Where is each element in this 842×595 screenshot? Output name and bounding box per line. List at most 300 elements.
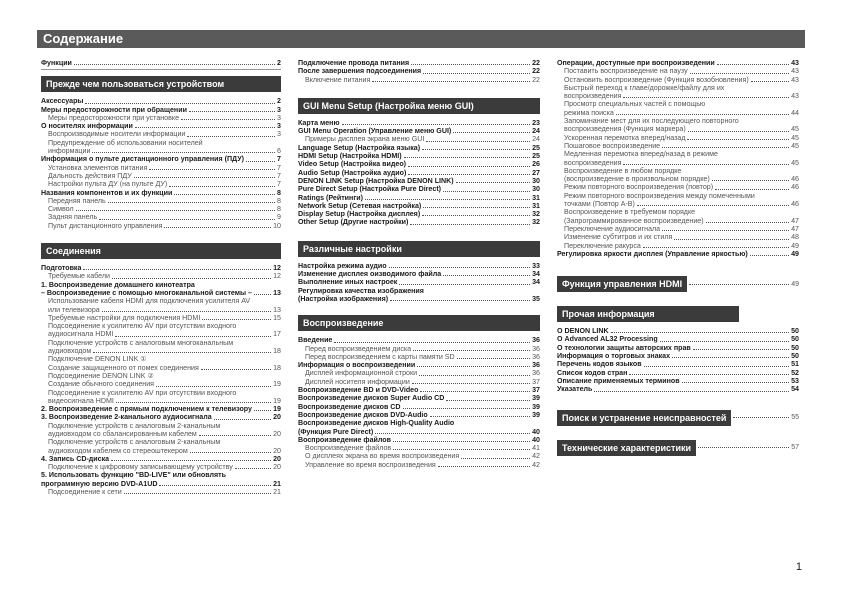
toc-page-ref: 49 xyxy=(791,241,799,250)
toc-entry[interactable] xyxy=(298,270,540,278)
toc-entry[interactable] xyxy=(557,100,799,108)
toc-page-ref: 45 xyxy=(791,158,799,167)
page-number: 1 xyxy=(795,561,802,573)
toc-entry-title: Просмотр специальных частей с помощью xyxy=(564,100,706,109)
toc-entry[interactable] xyxy=(41,213,281,221)
toc-entry-title: Пульт дистанционного управления xyxy=(48,221,163,230)
dot-leader xyxy=(201,369,271,370)
toc-entry[interactable] xyxy=(298,461,540,469)
toc-entry[interactable] xyxy=(298,127,540,135)
toc-entry[interactable] xyxy=(41,147,281,155)
toc-entry-title: Pure Direct Setup (Настройка Pure Direct) xyxy=(298,185,442,194)
toc-entry[interactable] xyxy=(557,208,799,216)
dot-leader xyxy=(189,111,275,112)
dot-leader xyxy=(190,452,271,453)
toc-entry-title: Воспроизведение файлов xyxy=(305,444,392,453)
dot-leader xyxy=(124,493,271,494)
toc-entry[interactable] xyxy=(557,250,799,258)
toc-entry[interactable] xyxy=(41,205,281,213)
toc-entry[interactable] xyxy=(41,471,281,479)
toc-page-ref: 13 xyxy=(273,305,281,314)
toc-entry-title: (Настройка изображения) xyxy=(298,294,389,303)
dot-leader xyxy=(662,147,789,148)
toc-page-ref: 41 xyxy=(532,444,540,453)
dot-leader xyxy=(706,222,789,223)
toc-entry[interactable] xyxy=(298,144,540,152)
toc-entry-title: Подсоединение к усилителю AV при отсутствии входного xyxy=(48,388,237,397)
toc-entry[interactable] xyxy=(298,278,540,286)
toc-entry[interactable] xyxy=(41,289,281,297)
toc-entry[interactable] xyxy=(298,386,540,394)
toc-entry[interactable] xyxy=(298,76,540,84)
dot-leader xyxy=(389,267,531,268)
toc-entry[interactable] xyxy=(298,160,540,168)
toc-entry[interactable] xyxy=(41,172,281,180)
toc-entry[interactable] xyxy=(298,119,540,127)
toc-entry[interactable] xyxy=(298,353,540,361)
dot-leader xyxy=(411,64,530,65)
dot-leader xyxy=(254,294,271,295)
toc-entry-title: Названия компонентов и их функции xyxy=(41,188,173,197)
toc-entry[interactable] xyxy=(557,327,799,335)
dot-leader xyxy=(390,300,530,301)
toc-entry[interactable] xyxy=(557,335,799,343)
toc-page-ref: 31 xyxy=(532,201,540,210)
dot-leader xyxy=(712,180,789,181)
dot-leader xyxy=(644,366,790,367)
toc-entry[interactable] xyxy=(41,106,281,114)
toc-page-ref: 45 xyxy=(791,141,799,150)
toc-entry[interactable] xyxy=(557,225,799,233)
toc-entry[interactable] xyxy=(41,122,281,130)
dot-leader xyxy=(660,341,789,342)
dot-leader xyxy=(422,149,530,150)
toc-entry-title: режима поиска xyxy=(564,108,614,117)
dot-leader xyxy=(199,435,271,436)
dot-leader xyxy=(393,449,530,450)
toc-entry-title: Символ xyxy=(48,205,74,214)
toc-entry[interactable] xyxy=(298,185,540,193)
toc-entry[interactable] xyxy=(298,444,540,452)
toc-page-ref: 49 xyxy=(791,249,799,258)
dot-leader xyxy=(202,319,271,320)
section-header-before-use: Прежде чем пользоваться устройством xyxy=(41,76,281,92)
toc-page-ref: 47 xyxy=(791,216,799,225)
dot-leader xyxy=(430,416,530,417)
toc-entry[interactable] xyxy=(557,242,799,250)
toc-entry-title: Установка элементов питания xyxy=(48,163,148,172)
toc-entry-title: 5. Использовать функцию "BD-LIVE" или обновлять xyxy=(41,471,226,480)
toc-entry[interactable] xyxy=(41,264,281,272)
dot-leader xyxy=(611,332,789,333)
toc-page-ref: 7 xyxy=(277,180,281,189)
toc-entry[interactable] xyxy=(557,76,799,84)
toc-page-ref: 6 xyxy=(277,147,281,156)
toc-entry[interactable] xyxy=(557,183,799,191)
toc-entry[interactable] xyxy=(557,134,799,142)
toc-page-ref: 22 xyxy=(532,75,540,84)
toc-entry[interactable] xyxy=(41,438,281,446)
dot-leader xyxy=(115,336,271,337)
toc-entry[interactable] xyxy=(557,142,799,150)
toc-page-ref: 18 xyxy=(273,363,281,372)
toc-entry[interactable] xyxy=(298,428,540,436)
toc-entry[interactable] xyxy=(557,159,799,167)
toc-entry-title: Воспроизводимые носители информации xyxy=(48,130,186,139)
toc-entry[interactable] xyxy=(41,281,281,289)
dot-leader xyxy=(408,166,530,167)
toc-entry[interactable] xyxy=(41,389,281,397)
dot-leader xyxy=(438,466,530,467)
toc-entry[interactable] xyxy=(41,413,281,421)
toc-entry[interactable] xyxy=(41,306,281,314)
toc-entry-title: Создание защищенного от помех соединения xyxy=(48,363,199,372)
toc-page-ref: 3 xyxy=(277,105,281,114)
toc-entry[interactable] xyxy=(41,455,281,463)
dot-leader xyxy=(443,275,530,276)
toc-page-ref: 46 xyxy=(791,183,799,192)
section-header-various-settings: Различные настройки xyxy=(298,241,540,257)
toc-entry[interactable] xyxy=(557,109,799,117)
toc-entry[interactable] xyxy=(41,364,281,372)
toc-entry-title: – Воспроизведение с помощью многоканальной системы – xyxy=(41,288,252,297)
toc-page-ref: 24 xyxy=(532,127,540,136)
toc-page-ref: 43 xyxy=(791,92,799,101)
toc-entry-title: Меры предосторожности при обращении xyxy=(41,105,187,114)
toc-entry-title: воспроизведения (Функция маркера) xyxy=(564,125,686,134)
toc-entry-title: Медленная перемотка вперед/назад в режиме xyxy=(564,150,718,159)
toc-page-ref: 32 xyxy=(532,218,540,227)
toc-entry[interactable] xyxy=(557,150,799,158)
toc-page-ref: 2 xyxy=(277,97,281,106)
toc-entry[interactable] xyxy=(41,430,281,438)
toc-entry[interactable] xyxy=(557,217,799,225)
toc-page-ref: 8 xyxy=(277,205,281,214)
toc-entry[interactable] xyxy=(557,175,799,183)
toc-entry-title: Создание обычного соединения xyxy=(48,380,155,389)
toc-entry[interactable] xyxy=(557,200,799,208)
toc-entry[interactable] xyxy=(298,67,540,75)
toc-entry-title: Информация о торговых знаках xyxy=(557,352,671,361)
toc-entry[interactable] xyxy=(41,480,281,488)
toc-entry[interactable] xyxy=(557,67,799,75)
toc-entry[interactable] xyxy=(41,488,281,496)
dot-leader xyxy=(629,374,789,375)
toc-entry[interactable] xyxy=(41,297,281,305)
toc-page-ref: 39 xyxy=(532,402,540,411)
toc-entry-title: Изменение дисплея оизводимого файла xyxy=(298,270,442,279)
dot-leader xyxy=(616,114,789,115)
toc-entry-title: Воспроизведение дисков Super Audio CD xyxy=(298,394,445,403)
toc-entry[interactable] xyxy=(557,352,799,360)
toc-entry[interactable] xyxy=(41,330,281,338)
dot-leader xyxy=(408,174,530,175)
toc-entry[interactable] xyxy=(557,167,799,175)
toc-page-ref: 36 xyxy=(532,336,540,345)
toc-column-1 xyxy=(41,59,281,496)
dot-leader xyxy=(99,219,275,220)
toc-entry[interactable] xyxy=(557,92,799,100)
toc-entry-title: HDMI Setup (Настройка HDMI) xyxy=(298,152,402,161)
dot-leader xyxy=(682,382,789,383)
toc-entry[interactable] xyxy=(298,336,540,344)
toc-entry[interactable] xyxy=(557,344,799,352)
toc-page-ref: 33 xyxy=(532,261,540,270)
toc-entry-title: (воспроизведение в произвольном порядке) xyxy=(564,175,710,184)
dot-leader xyxy=(687,139,789,140)
dot-leader xyxy=(672,357,789,358)
toc-entry-title: Передняя панель xyxy=(48,196,106,205)
toc-entry-title: После завершения подсоединения xyxy=(298,67,422,76)
toc-entry[interactable] xyxy=(298,152,540,160)
toc-page-ref: 20 xyxy=(273,446,281,455)
dot-leader xyxy=(92,152,275,153)
toc-entry-title: (Запрограммированное воспроизведение) xyxy=(564,216,704,225)
toc-entry[interactable] xyxy=(298,218,540,226)
toc-entry-title: Воспроизведение BD и DVD-Video xyxy=(298,386,419,395)
toc-entry[interactable] xyxy=(298,403,540,411)
dot-leader xyxy=(375,433,530,434)
dot-leader xyxy=(74,64,275,65)
toc-entry[interactable] xyxy=(41,189,281,197)
toc-entry[interactable] xyxy=(41,130,281,138)
toc-entry[interactable] xyxy=(41,164,281,172)
toc-entry[interactable] xyxy=(557,125,799,133)
toc-entry[interactable] xyxy=(298,59,540,67)
toc-page-ref: 7 xyxy=(277,155,281,164)
toc-entry-title: Воспроизведение в требуемом порядке xyxy=(564,208,696,217)
toc-entry[interactable] xyxy=(41,405,281,413)
dot-leader xyxy=(254,410,271,411)
toc-page-ref: 34 xyxy=(532,278,540,287)
toc-entry[interactable] xyxy=(557,192,799,200)
toc-page-ref: 45 xyxy=(791,133,799,142)
toc-page-ref: 42 xyxy=(532,452,540,461)
toc-page-ref: 50 xyxy=(791,327,799,336)
toc-entry[interactable] xyxy=(41,222,281,230)
toc-entry-title: Подключение устройств с аналоговым многоканальным xyxy=(48,338,234,347)
toc-entry-title: аудиовходом xyxy=(48,347,92,356)
toc-entry[interactable] xyxy=(298,194,540,202)
toc-entry-title: Display Setup (Настройка дисплея) xyxy=(298,210,421,219)
dot-leader xyxy=(453,132,530,133)
toc-entry-title: Требуемые кабели xyxy=(48,272,110,281)
toc-page-ref: 21 xyxy=(273,488,281,497)
toc-entry-title: аудиовходом со сбалансированным кабелем xyxy=(48,429,197,438)
toc-entry-title: Подключение DENON LINK ① xyxy=(48,355,147,364)
toc-entry-title: Управление во время воспроизведения xyxy=(305,460,436,469)
dot-leader xyxy=(688,131,789,132)
toc-entry-title: программную версию DVD-A1UD xyxy=(41,479,158,488)
dot-leader xyxy=(116,402,271,403)
toc-entry-title: Настройка режима аудио xyxy=(298,261,387,270)
toc-page-ref: 46 xyxy=(791,200,799,209)
toc-entry[interactable] xyxy=(298,287,540,295)
toc-entry[interactable] xyxy=(298,369,540,377)
dot-leader xyxy=(112,278,271,279)
toc-entry[interactable] xyxy=(298,452,540,460)
dot-leader xyxy=(715,189,789,190)
dot-leader xyxy=(174,194,275,195)
toc-page-ref: 39 xyxy=(532,394,540,403)
toc-entry-title: видеосигнала HDMI xyxy=(48,396,114,405)
toc-entry[interactable] xyxy=(41,463,281,471)
toc-page-ref: 44 xyxy=(791,108,799,117)
section-specifications[interactable] xyxy=(557,440,799,456)
toc-page-ref: 15 xyxy=(273,313,281,322)
toc-entry[interactable] xyxy=(298,169,540,177)
toc-entry[interactable] xyxy=(41,447,281,455)
dot-leader xyxy=(342,124,531,125)
toc-entry[interactable] xyxy=(41,197,281,205)
toc-entry[interactable] xyxy=(298,411,540,419)
dot-leader xyxy=(420,391,530,392)
toc-entry-title: О технологии защиты авторских прав xyxy=(557,343,691,352)
toc-entry-title: Ускоренная перемотка вперед/назад xyxy=(564,133,686,142)
toc-entry[interactable] xyxy=(41,272,281,280)
toc-entry[interactable] xyxy=(557,117,799,125)
toc-entry-title: Требуемые настройки для подключения HDMI xyxy=(48,313,201,322)
toc-entry[interactable] xyxy=(298,394,540,402)
toc-entry-title: Изменение субтитров и их стиля xyxy=(564,233,673,242)
toc-entry[interactable] xyxy=(41,347,281,355)
toc-entry[interactable] xyxy=(41,59,281,67)
page-title: Содержание xyxy=(37,30,805,48)
toc-entry-title: Воспроизведение дисков CD xyxy=(298,402,401,411)
toc-entry-title: Остановить воспроизведение (Функция возобновления) xyxy=(564,75,749,84)
toc-entry[interactable] xyxy=(298,419,540,427)
toc-page-ref: 52 xyxy=(791,368,799,377)
dot-leader xyxy=(413,350,530,351)
toc-page-ref: 45 xyxy=(791,125,799,134)
toc-entry[interactable] xyxy=(557,59,799,67)
toc-entry[interactable] xyxy=(41,372,281,380)
toc-page-ref: 53 xyxy=(791,376,799,385)
toc-entry[interactable] xyxy=(557,377,799,385)
dot-leader xyxy=(426,141,530,142)
toc-entry-title: Переключение аудиосигнала xyxy=(564,224,661,233)
toc-page-ref: 27 xyxy=(532,168,540,177)
toc-page-ref: 2 xyxy=(277,59,281,67)
dot-leader xyxy=(372,81,530,82)
toc-page-ref: 43 xyxy=(791,75,799,84)
toc-entry-title: Запоминание мест для их последующего повторного xyxy=(564,117,739,126)
dot-leader xyxy=(246,161,275,162)
toc-entry-title: Дисплей носителя информации xyxy=(305,377,410,386)
toc-entry[interactable] xyxy=(41,355,281,363)
dot-leader xyxy=(423,73,530,74)
section-hdmi-control[interactable] xyxy=(557,276,799,292)
toc-entry[interactable] xyxy=(557,360,799,368)
toc-entry[interactable] xyxy=(298,202,540,210)
toc-entry[interactable] xyxy=(41,339,281,347)
toc-entry-title: Функции xyxy=(41,59,72,67)
toc-entry[interactable] xyxy=(298,345,540,353)
toc-entry-title: Настройки пульта ДУ (на пульте ДУ) xyxy=(48,180,168,189)
toc-entry[interactable] xyxy=(298,378,540,386)
toc-entry[interactable] xyxy=(298,135,540,143)
dot-leader xyxy=(443,191,530,192)
toc-entry[interactable] xyxy=(41,139,281,147)
toc-entry[interactable] xyxy=(41,114,281,122)
toc-page-ref: 36 xyxy=(532,369,540,378)
dot-leader xyxy=(214,419,271,420)
toc-page-ref: 40 xyxy=(532,435,540,444)
toc-entry-title: Подключение устройств с аналоговым 2-канальным xyxy=(48,421,221,430)
toc-entry[interactable] xyxy=(41,97,281,105)
toc-entry[interactable] xyxy=(41,380,281,388)
toc-page-ref: 32 xyxy=(532,210,540,219)
toc-entry[interactable] xyxy=(298,177,540,185)
toc-entry[interactable] xyxy=(557,84,799,92)
toc-page-ref: 19 xyxy=(273,396,281,405)
page-ref: 57 xyxy=(791,444,799,451)
toc-page-ref: 24 xyxy=(532,135,540,144)
toc-page-ref: 19 xyxy=(273,380,281,389)
toc-entry[interactable] xyxy=(41,314,281,322)
toc-entry[interactable] xyxy=(557,233,799,241)
toc-entry-title: Воспроизведение дисков High-Quality Audio xyxy=(298,419,455,428)
dot-leader xyxy=(111,460,271,461)
toc-page-ref: 30 xyxy=(532,185,540,194)
dot-leader xyxy=(623,164,789,165)
dot-leader xyxy=(365,199,530,200)
toc-page-ref: 31 xyxy=(532,193,540,202)
toc-entry-title: 1. Воспроизведение домашнего кинотеатра xyxy=(41,280,195,289)
dot-leader xyxy=(674,239,789,240)
toc-entry[interactable] xyxy=(41,422,281,430)
toc-entry-title: Подсоединение к сети xyxy=(48,488,122,497)
toc-entry[interactable] xyxy=(298,210,540,218)
toc-entry[interactable] xyxy=(557,369,799,377)
toc-page-ref: 21 xyxy=(273,479,281,488)
toc-entry[interactable] xyxy=(41,180,281,188)
dot-leader xyxy=(393,441,530,442)
toc-page-ref: 23 xyxy=(532,118,540,127)
toc-entry-title: Примеры дисплея экрана меню GUI xyxy=(305,135,425,144)
toc-entry-title: 4. Запись CD-диска xyxy=(41,454,110,463)
toc-entry[interactable] xyxy=(298,262,540,270)
toc-entry-title: Подключение провода питания xyxy=(298,59,410,67)
toc-page-ref: 18 xyxy=(273,347,281,356)
dot-leader xyxy=(637,205,789,206)
toc-entry-title: Регулировка качества изображения xyxy=(298,286,424,295)
section-troubleshooting[interactable] xyxy=(557,410,799,426)
toc-entry[interactable] xyxy=(557,385,799,393)
toc-page-ref: 43 xyxy=(791,59,799,67)
toc-page-ref: 46 xyxy=(791,175,799,184)
dot-leader xyxy=(750,255,789,256)
toc-page-ref: 42 xyxy=(532,460,540,469)
toc-entry[interactable] xyxy=(298,295,540,303)
toc-page-ref: 54 xyxy=(791,385,799,394)
dot-leader xyxy=(643,247,789,248)
toc-entry[interactable] xyxy=(298,436,540,444)
toc-page-ref: 22 xyxy=(532,59,540,67)
toc-entry[interactable] xyxy=(41,155,281,163)
toc-page-ref: 20 xyxy=(273,413,281,422)
toc-page-ref: 48 xyxy=(791,233,799,242)
toc-entry[interactable] xyxy=(298,361,540,369)
toc-entry-title: Меры предосторожности при установке xyxy=(48,113,180,122)
toc-entry[interactable] xyxy=(41,322,281,330)
page-ref: 55 xyxy=(791,414,799,421)
toc-entry[interactable] xyxy=(41,397,281,405)
dot-leader xyxy=(85,103,275,104)
toc-entry-title: Ratings (Рейтинги) xyxy=(298,193,364,202)
dot-leader xyxy=(717,64,789,65)
toc-page-ref: 20 xyxy=(273,454,281,463)
